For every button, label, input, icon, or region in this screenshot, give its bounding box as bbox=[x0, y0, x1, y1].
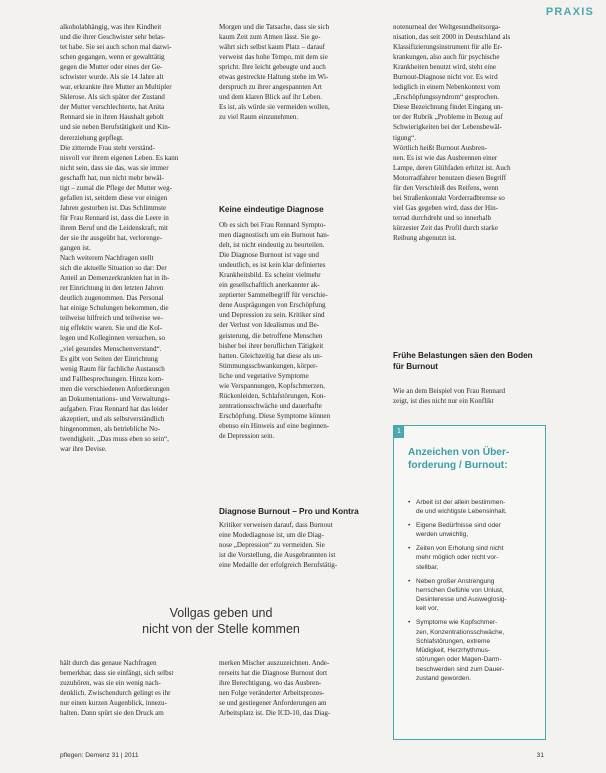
pull-quote-line-2: nicht von der Stelle kommen bbox=[142, 621, 300, 636]
box-number-badge: 1 bbox=[394, 426, 404, 438]
heading-fruehe-belastungen: Frühe Belastungen säen den Boden für Burnout bbox=[393, 351, 533, 371]
column-3-text: notenurneal der Weltgesundheitsorga- nisation, das seit 2000 in Deutschland als Klassifizierungsinstrument für alle Er- krankungen, also auch für psychische Krankheiten benutzt wird, steht eine Burnout-Diagnose nicht vor. Es wird lediglich in einem Nebenkontext vom „Erschöpfungssyndrom“ gesprochen. Diese Bezeichnung findet Eingang un- ter der Rubrik „Probleme in Bezug auf Schwierigkeiten bei der Lebensbewäl- tigung“. Wörtlich heißt Burnout Ausbren- nen. Es ist wie das Ausbrennen einer Lampe, deren Glühfaden erhitzt ist. Auch Motorradfahrer benutzen diesen Begriff für den Verschleiß des Reifens, wenn bei Straßenkontakt Vorderradbremse so viel Gas gegeben wird, dass der Hin- terrad durchdreht und so innerhalb kürzester Zeit das Profil durch starke Reibung abgenutzt ist. bbox=[393, 23, 511, 242]
box-title: Anzeichen von Über- forderung / Burnout: bbox=[408, 447, 510, 471]
footer-publication: pflegen: Demenz 31 | 2011 bbox=[60, 752, 139, 759]
column-1-text: alkoholabhängig, was ihre Kindheit und die ihrer Geschwister sehr belas- tet habe. Sie sei auch schon mal dazwi- schen gegangen, wenn er gewalttätig gegen die Mutter oder eines der Ge- schwister wurde. Als sie 14 Jahre alt war, erkrankte ihre Mutter an Multipler Sklerose. Als sich später der Zustand der Mutter verschlechterte, hat Anita Rennard sie in ihren Haushalt geholt und sie neben Berufstätigkeit und Kin- dererziehung gepflegt. Die zitternde Frau steht verständ- nisvoll vor ihrem eigenen Leben. Es kann nicht sein, dass sie das, was sie immer geschafft hat, nun nicht mehr bewäl- tigt – zumal die Pflege der Mutter weg- gefallen ist, seitdem diese vor einigen Jahren gestorben ist. Das Schlimmste für Frau Rennard ist, dass die Leere in ihrem Beruf und die Leidenskraft, mit der sie ihr ausgeübt hat, verlorenge- gangen ist. Nach weiterem Nachfragen stellt sich die aktuelle Situation so dar: Der Anteil an Demenzerkrankten hat in ih- rer Einrichtung in den letzten Jahren deutlich zugenommen. Das Personal hat einige Schulungen bekommen, die teilweise hilfreich und teilweise we- nig effektiv waren. Sie und die Kol- legen und Kolleginnen versuchen, so „viel gesundes Menschenverstand“. Es gibt von Seiten der Einrichtung wenig Raum für fachliche Austausch und Fallbesprechungen. Hinzu kom- men die verschiedenen Anforderungen an Dokumentations- und Verwaltungs- aufgaben. Frau Rennard hat das leider akzeptiert, und als selbstverständlich hingenommen, als betriebliche No- twendigkeit. „Das muss eben so sein“, war ihre Devise. bbox=[60, 23, 179, 453]
column-2-bottom-text: merken Mischer auszuzeichnen. Ande- rerseits hat die Diagnose Burnout dort ihre Berechtigung, wo das Ausbren- nen Folge veränderter Arbeitsprozes- se und gestiegener Anforderungen am Arbeitsplatz ist. Die ICD-10, das Diag- bbox=[219, 659, 331, 718]
keine-diagnose-text: Ob es sich bei Frau Rennard Sympto- men diagnostisch um ein Burnout han- delt, ist nicht eindeutig zu beurteilen. Die Diagnose Burnout ist vage und undeutlich, es ist kein klar definiertes Krankheitsbild. Es scheint vielmehr ein gesellschaftlich anerkannter ak- zeptierter Sammelbegriff für verschie- dene Ausprägungen von Erschöpfung und Depression zu sein. Kritiker sind der Verlust von Idealismus und Be- geisterung, die betroffene Menschen bisher bei ihrer beruflichen Tätigkeit hatten. Gleichzeitig hat diese als un- Stimmungsschwankungen, körper- liche und vegetative Symptome wie Verspannungen, Kopfschmerzen, Rückenleiden, Schlafstörungen, Kon- zentrationsschwäche und dauerhafte Erschöpfung. Diese Symptome können ebenso ein Hinweis auf eine beginnen- de Depression sein. bbox=[219, 221, 331, 440]
heading-diagnose-pro-kontra: Diagnose Burnout – Pro und Kontra bbox=[219, 507, 359, 516]
pull-quote-line-1: Vollgas geben und bbox=[169, 606, 273, 620]
list-item: • Neben großer Anstrengung herrschen Gefühle von Unlust, Desinteresse und Ausweglosig- keit vor, bbox=[408, 577, 538, 614]
fruehe-belastungen-text: Wie an dem Beispiel von Frau Rennard zeigt, ist dies nicht nur ein Konflikt bbox=[393, 387, 506, 406]
page-number: 31 bbox=[536, 752, 544, 759]
burnout-signs-list bbox=[408, 498, 538, 688]
heading-keine-diagnose: Keine eindeutige Diagnose bbox=[219, 205, 324, 214]
list-item: • Eigene Bedürfnisse sind oder werden unwichtig, bbox=[408, 521, 538, 540]
burnout-signs-box bbox=[393, 425, 546, 740]
section-label: PRAXIS bbox=[545, 6, 594, 18]
column-1-bottom-text: hält durch das genaue Nachfragen bemerkbar, dass sie einfängt, sich selbst zuzuhören, was sie ein wenig nach- denklich. Zwischendurch gelingt es ihr nur einen kurzen Augenblick, innezu- halten. Dann spürt sie den Druck am bbox=[60, 659, 174, 718]
list-item: • Zeiten von Erholung sind nicht mehr möglich oder nicht vor- stellbar, bbox=[408, 544, 538, 572]
diagnose-pro-kontra-text: Kritiker verweisen darauf, dass Burnout eine Modediagnose ist, um die Diag- nose „Depression“ zu vermeiden. Sie ist die Vorstellung, die Ausgebrannten ist eine Medaille der erfolgreich Berufstätig- bbox=[219, 521, 338, 570]
column-2-text: Morgen und die Tatsache, dass sie sich kaum Zeit zum Atmen lässt. Sie ge- währt sich selbst kaum Platz – darauf verweist das hohe Tempo, mit dem sie spricht. Ihre leicht gebeugte und auch etwas gestreckte Haltung stehe im Wi- derspruch zu ihrer angespannten Art und dem klaren Blick auf ihr Leben. Es ist, als würde sie vermeiden wollen, zu viel Raum einzunehmen. bbox=[219, 23, 330, 122]
list-item: • Arbeit ist der allein bestimmen- de und wichtigste Lebensinhalt, bbox=[408, 498, 538, 517]
pull-quote bbox=[96, 606, 346, 637]
list-item: • Symptome wie Kopfschmer- zen, Konzentrationsschwäche, Schlafstörungen, extreme Müdigkeit, Herzrhythmus- störungen oder Magen-Darm- beschwerden sind zum Dauer- zustand geworden. bbox=[408, 618, 538, 683]
